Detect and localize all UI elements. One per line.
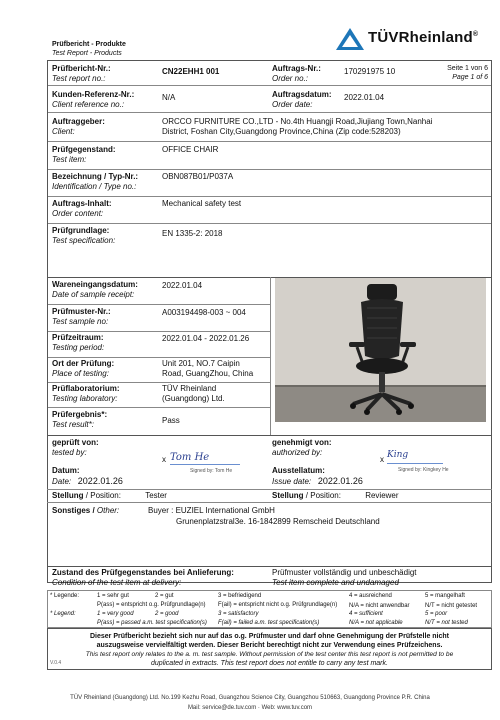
order-date-label	[272, 90, 332, 110]
client-line: District, Foshan City,Guangdong Province,China (Zip code:528203)	[162, 127, 401, 136]
order-content-value: Mechanical safety test	[162, 199, 242, 208]
tested-by-label	[52, 438, 99, 458]
legend-en-item: 4 = sufficient	[349, 611, 383, 617]
notice-de-line: auszugsweise vervielfältigt werden. Dieser Bericht berechtigt nicht zur Verwendung eines Prüfzeichens.	[96, 642, 443, 649]
label-en: Place of testing:	[52, 369, 109, 378]
other-label	[52, 506, 119, 516]
order-no-value: 170291975 10	[344, 67, 396, 76]
testing-lab-value	[162, 384, 225, 404]
legend-en-label: * Legend:	[50, 611, 76, 617]
client-label	[52, 117, 105, 137]
identification-value: OBN087B01/P037A	[162, 172, 234, 181]
test-spec-label	[52, 226, 115, 246]
label-de: Ort der Prüfung:	[52, 359, 115, 368]
label-de: Ausstellatum:	[272, 466, 325, 475]
legend-de-fail: F(ail) = entspricht nicht o.g. Prüfgrundlage(n)	[218, 602, 338, 608]
label-en: Test report no.:	[52, 74, 106, 83]
position-label-en: Position:	[90, 491, 121, 500]
issue-date-en-row	[272, 476, 363, 487]
report-no-label	[52, 64, 111, 84]
place-of-testing-value	[162, 359, 253, 379]
client-line: ORCCO FURNITURE CO.,LTD - No.4th Huangji Road,Jiujiang Town,Nanhai	[162, 117, 433, 126]
page-de: Seite 1 von 6	[447, 65, 488, 72]
label-de: Zustand des Prüfgegenstandes bei Anlieferung:	[52, 568, 234, 577]
authorized-by-label	[272, 438, 332, 458]
signature-x-mark: x	[162, 455, 166, 464]
place-line: Road, GuangZhou, China	[162, 369, 254, 378]
notice-en-line: duplicated in extracts. This test report does not entitle to carry any test mark.	[151, 660, 388, 667]
legend-en-pass: P(ass) = passed a.m. test specification(s)	[97, 620, 207, 626]
legend-en-nt: N/T = not tested	[425, 620, 468, 626]
tester-signature-script: Tom He	[170, 452, 240, 465]
tester-position	[52, 491, 167, 501]
label-de: Auftrags-Inhalt:	[52, 199, 112, 208]
row-divider	[48, 382, 270, 383]
label-de: Auftrags-Nr.:	[272, 64, 321, 73]
legend-de-na: N/A = nicht anwendbar	[349, 603, 410, 609]
label-en: Client reference no.:	[52, 100, 125, 109]
label-de: Prüfgegenstand:	[52, 145, 116, 154]
client-value	[162, 117, 432, 137]
row-divider	[48, 223, 491, 224]
label-de: Prüflaboratorium:	[52, 384, 120, 393]
row-divider	[48, 169, 491, 170]
sample-no-label	[52, 307, 111, 327]
label-en: Test item:	[52, 155, 87, 164]
legend-en-na: N/A = not applicable	[349, 620, 403, 626]
client-ref-value: N/A	[162, 93, 176, 102]
legend-de-item: 5 = mangelhaft	[425, 593, 465, 599]
label-en: Date of sample receipt:	[52, 290, 135, 299]
row-divider	[48, 112, 491, 113]
label-en: Test specification:	[52, 236, 116, 245]
logo-text	[368, 29, 478, 46]
label-en: Date:	[52, 477, 72, 486]
tester-signed-by: Signed by: Tom He	[190, 468, 233, 474]
approver-signed-by: Signed by: Kingkey He	[398, 467, 449, 473]
date-block	[52, 466, 123, 487]
legend-de-item: 2 = gut	[155, 593, 174, 599]
label-en: Test sample no:	[52, 317, 109, 326]
place-line: Unit 201, NO.7 Caipin	[162, 359, 240, 368]
reviewer-position-value: Reviewer	[365, 491, 399, 500]
row-divider	[48, 435, 491, 436]
label-en: Testing laboratory:	[52, 394, 118, 403]
notice-de-line: Dieser Prüfbericht bezieht sich nur auf das o.g. Prüfmuster und darf ohne Genehmigung der Prüfstelle nicht	[90, 633, 449, 640]
label-de: Wareneingangsdatum:	[52, 280, 138, 289]
issue-date-block	[272, 466, 363, 487]
condition-label	[52, 568, 234, 588]
position-separator: /	[305, 491, 309, 500]
legend-en-item: 5 = poor	[425, 611, 448, 617]
office-chair-image	[275, 278, 486, 422]
label-en: Condition of the test item at delivery:	[52, 578, 182, 587]
title-de: Prüfbericht - Produkte	[52, 41, 126, 48]
label-en: Order content:	[52, 209, 104, 218]
label-en: Client:	[52, 127, 75, 136]
label-en: Order date:	[272, 100, 313, 109]
row-divider	[48, 357, 270, 358]
label-de: Kunden-Referenz-Nr.:	[52, 90, 135, 99]
label-de: geprüft von:	[52, 438, 99, 447]
label-en: Test result*:	[52, 420, 94, 429]
row-divider	[48, 407, 270, 408]
value-en: Test item complete and undamaged	[272, 578, 399, 587]
test-spec-value: EN 1335-2: 2018	[162, 229, 223, 238]
client-ref-label	[52, 90, 134, 110]
testing-period-value: 2022.01.04 - 2022.01.26	[162, 334, 250, 343]
issue-date-value: 2022.01.26	[317, 476, 363, 486]
label-de: Sonstiges /	[52, 506, 95, 515]
label-en: authorized by:	[272, 448, 323, 457]
label-de: Auftragsdatum:	[272, 90, 332, 99]
test-result-value: Pass	[162, 416, 180, 425]
order-content-label	[52, 199, 112, 219]
label-de: Prüfgrundlage:	[52, 226, 110, 235]
position-label-de: Stellung	[52, 491, 84, 500]
label-de: Prüfmuster-Nr.:	[52, 307, 111, 316]
place-of-testing-label	[52, 359, 114, 379]
row-divider	[48, 566, 491, 567]
other-buyer-line: Buyer : EUZIEL International GmbH	[148, 506, 275, 515]
tester-position-value: Tester	[145, 491, 167, 500]
label-en: Testing period:	[52, 343, 105, 352]
lab-line: TÜV Rheinland	[162, 384, 217, 393]
position-label-de: Stellung	[272, 491, 304, 500]
label-de: Prüfzeitraum:	[52, 333, 104, 342]
tuv-triangle-icon	[334, 26, 366, 52]
legend-en-item: 2 = good	[155, 611, 179, 617]
report-no-value: CN22EHH1 001	[162, 67, 220, 76]
date-value: 2022.01.26	[77, 476, 123, 486]
approver-signature-script: King	[387, 450, 443, 464]
footer-contact: Mail: service@de.tuv.com · Web: www.tuv.com	[187, 705, 313, 711]
disclaimer-notice	[47, 628, 492, 670]
row-divider	[48, 196, 491, 197]
page-indicator	[447, 64, 488, 82]
title-en: Test Report - Products	[52, 50, 122, 57]
row-divider	[48, 141, 491, 142]
row-divider	[48, 331, 270, 332]
position-divider	[47, 489, 492, 490]
logo-wordmark: TÜVRheinland	[368, 29, 473, 46]
test-item-label	[52, 145, 116, 165]
legend-de-item: 1 = sehr gut	[97, 593, 129, 599]
report-header-title	[52, 40, 126, 58]
position-separator: /	[85, 491, 89, 500]
label-de: genehmigt von:	[272, 438, 332, 447]
order-date-value: 2022.01.04	[344, 93, 385, 102]
label-de: Bezeichnung / Typ-Nr.:	[52, 172, 139, 181]
legend-de-item: 3 = befriedigend	[218, 593, 262, 599]
notice-en-line: This test report only relates to the a. m. test sample. Without permission of the test center this test report is not permitted to be	[85, 651, 454, 658]
test-result-label	[52, 410, 107, 430]
legend-en-item: 1 = very good	[97, 611, 134, 617]
order-no-label	[272, 64, 321, 84]
identification-label	[52, 172, 138, 192]
testing-period-label	[52, 333, 104, 353]
reviewer-position	[272, 491, 399, 501]
other-address-line: Grunenplatzstral3e. 16-1842899 Remscheid Deutschland	[176, 517, 380, 526]
legend-de-pass: P(ass) = entspricht o.g. Prüfgrundlage(n)	[97, 602, 206, 608]
form-code: V.0.4	[50, 660, 62, 666]
label-de: Datum:	[52, 466, 80, 475]
label-de: Prüfbericht-Nr.:	[52, 64, 111, 73]
testing-lab-label	[52, 384, 120, 404]
sample-no-value: A003194498-003 ~ 004	[162, 308, 246, 317]
label-en: Issue date:	[272, 477, 312, 486]
test-item-value: OFFICE CHAIR	[162, 145, 219, 154]
value-de: Prüfmuster vollständig und unbeschädigt	[272, 568, 417, 577]
date-en-row	[52, 476, 123, 487]
tester-signature	[162, 452, 242, 474]
signature-x-mark: x	[380, 455, 384, 464]
position-label-en: Position:	[310, 491, 341, 500]
legend-de-label: * Legende:	[50, 593, 80, 599]
legend-de-nt: N/T = nicht getestet	[425, 603, 478, 609]
label-de: Prüfergebnis*:	[52, 410, 108, 419]
row-divider	[48, 304, 270, 305]
sample-photo	[275, 278, 486, 422]
logo-registered-mark: ®	[472, 31, 479, 38]
footer-address: TÜV Rheinland (Guangdong) Ltd. No.199 Kezhu Road, Guangzhou Science City, Guangzhou 510663, Guangdong Province P.R. China	[70, 695, 430, 701]
column-divider	[270, 277, 271, 435]
legend-en-fail: F(ail) = failed a.m. test specification(s)	[218, 620, 320, 626]
row-divider	[48, 85, 491, 86]
condition-value	[272, 568, 417, 588]
lab-line: (Guangdong) Ltd.	[162, 394, 225, 403]
label-en: Identification / Type no.:	[52, 182, 137, 191]
label-de: Auftraggeber:	[52, 117, 105, 126]
other-divider	[47, 502, 492, 503]
legend-en-item: 3 = satisfactory	[218, 611, 259, 617]
sample-receipt-label	[52, 280, 138, 300]
approver-signature	[380, 450, 460, 473]
label-en: Other:	[96, 506, 120, 515]
sample-receipt-value: 2022.01.04	[162, 281, 203, 290]
label-en: Order no.:	[272, 74, 309, 83]
page-en: Page 1 of 6	[452, 74, 488, 81]
label-en: tested by:	[52, 448, 87, 457]
legend-de-item: 4 = ausreichend	[349, 593, 392, 599]
